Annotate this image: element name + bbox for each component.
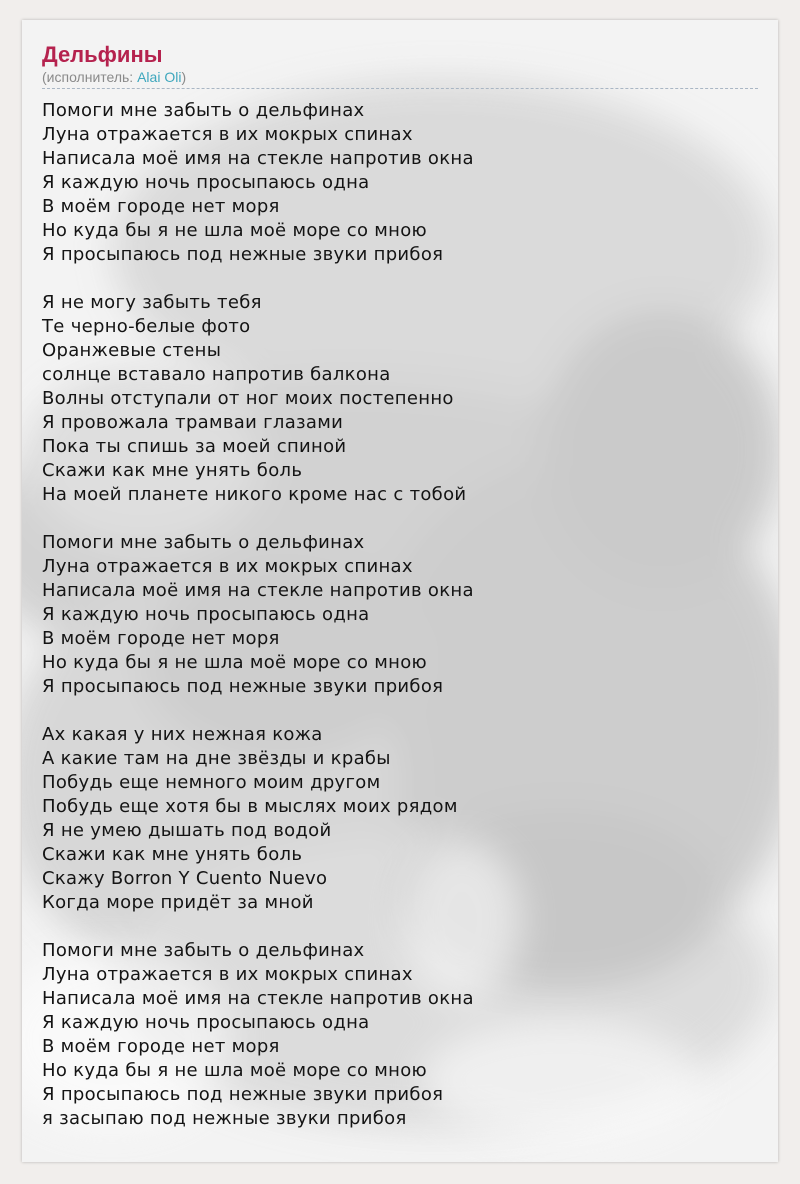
lyrics-text xyxy=(42,99,758,1131)
stanza-gap xyxy=(42,915,758,939)
performer-link[interactable]: Alai Oli xyxy=(137,69,182,85)
lyric-line: Но куда бы я не шла моё море со мною xyxy=(42,220,428,241)
lyric-line: Волны отступали от ног моих постепенно xyxy=(42,388,454,409)
lyric-line: Написала моё имя на стекле напротив окна xyxy=(42,988,474,1009)
lyric-line: На моей планете никого кроме нас с тобой xyxy=(42,484,467,505)
lyric-line: Ах какая у них нежная кожа xyxy=(42,724,323,745)
lyrics-card xyxy=(22,20,778,1162)
lyric-line: я засыпаю под нежные звуки прибоя xyxy=(42,1108,407,1129)
lyric-line: Я провожала трамваи глазами xyxy=(42,412,344,433)
lyric-line: Побудь еще немного моим другом xyxy=(42,772,381,793)
lyric-line: Написала моё имя на стекле напротив окна xyxy=(42,580,474,601)
lyric-line: солнце вставало напротив балкона xyxy=(42,364,391,385)
lyric-line: А какие там на дне звёзды и крабы xyxy=(42,748,391,769)
lyric-line: В моём городе нет моря xyxy=(42,628,280,649)
lyric-line: Я не умею дышать под водой xyxy=(42,820,332,841)
lyric-line: Луна отражается в их мокрых спинах xyxy=(42,964,413,985)
lyric-line: Скажи как мне унять боль xyxy=(42,460,303,481)
lyric-line: Я не могу забыть тебя xyxy=(42,292,262,313)
lyric-line: Луна отражается в их мокрых спинах xyxy=(42,556,413,577)
stanza xyxy=(42,291,758,507)
stanza-gap xyxy=(42,507,758,531)
song-title: Дельфины xyxy=(42,42,163,67)
lyric-line: В моём городе нет моря xyxy=(42,1036,280,1057)
lyric-line: Помоги мне забыть о дельфинах xyxy=(42,532,365,553)
content-area xyxy=(42,42,758,1131)
lyric-line: Написала моё имя на стекле напротив окна xyxy=(42,148,474,169)
lyric-line: Но куда бы я не шла моё море со мною xyxy=(42,1060,428,1081)
lyric-line: Я каждую ночь просыпаюсь одна xyxy=(42,1012,370,1033)
stanza xyxy=(42,939,758,1131)
lyric-line: Я просыпаюсь под нежные звуки прибоя xyxy=(42,244,444,265)
lyric-line: Я каждую ночь просыпаюсь одна xyxy=(42,172,370,193)
lyric-line: Луна отражается в их мокрых спинах xyxy=(42,124,413,145)
lyric-line: Когда море придёт за мной xyxy=(42,892,314,913)
stanza xyxy=(42,723,758,915)
stanza xyxy=(42,99,758,267)
lyric-line: Пока ты спишь за моей спиной xyxy=(42,436,347,457)
lyric-line: Скажу Borron Y Cuento Nuevo xyxy=(42,868,328,889)
lyric-line: Помоги мне забыть о дельфинах xyxy=(42,100,365,121)
stanza-gap xyxy=(42,699,758,723)
performer-line xyxy=(42,68,758,89)
lyric-line: Оранжевые стены xyxy=(42,340,222,361)
lyric-line: Но куда бы я не шла моё море со мною xyxy=(42,652,428,673)
lyric-line: Я просыпаюсь под нежные звуки прибоя xyxy=(42,1084,444,1105)
lyric-line: Те черно-белые фото xyxy=(42,316,251,337)
lyric-line: Скажи как мне унять боль xyxy=(42,844,303,865)
stanza-gap xyxy=(42,267,758,291)
lyric-line: Я каждую ночь просыпаюсь одна xyxy=(42,604,370,625)
performer-prefix: (исполнитель: xyxy=(42,69,138,85)
lyric-line: Помоги мне забыть о дельфинах xyxy=(42,940,365,961)
stanza xyxy=(42,531,758,699)
performer-suffix: ) xyxy=(181,69,187,85)
lyric-line: Я просыпаюсь под нежные звуки прибоя xyxy=(42,676,444,697)
lyric-line: Побудь еще хотя бы в мыслях моих рядом xyxy=(42,796,458,817)
lyric-line: В моём городе нет моря xyxy=(42,196,280,217)
